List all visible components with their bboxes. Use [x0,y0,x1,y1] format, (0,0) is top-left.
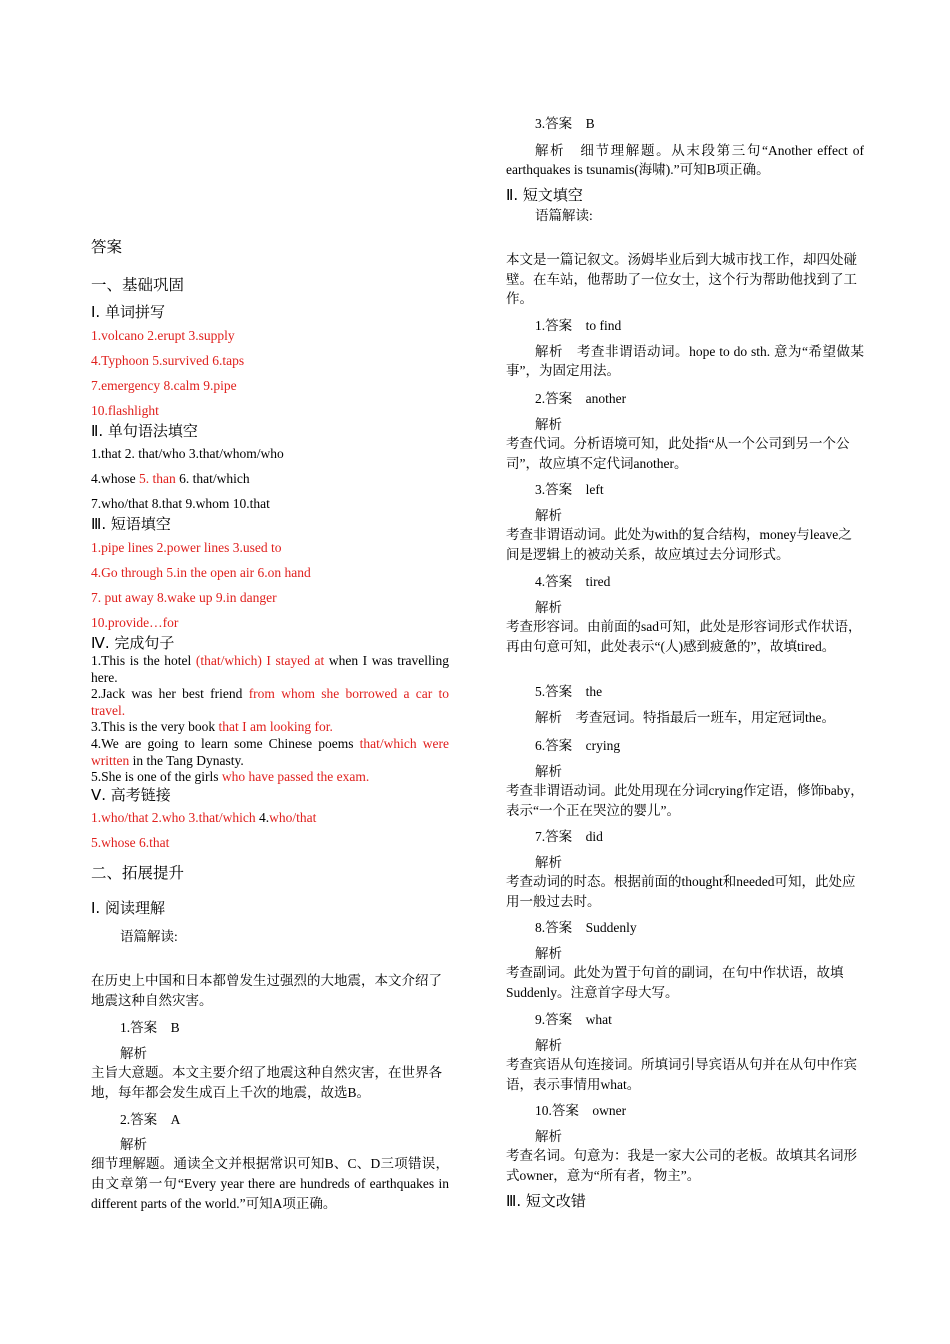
analysis-text: 考查代词。分析语境可知，此处指“从一个公司到另一个公司”，故应填不定代词another。 [506,436,850,471]
sentence-2 [91,686,449,719]
section2-title: 二、拓展提升 [91,864,185,882]
answer-8: 8.答案 Suddenly [535,920,637,935]
sentence-text: in the Tang Dynasty. [129,752,244,768]
reading-title: Ⅰ. 阅读理解 [91,899,165,917]
sentence-text: when I was travelling here. [91,653,449,685]
sentence-5 [91,769,449,786]
part3-title: Ⅲ. 短语填空 [91,515,171,533]
analysis-text: 解析 考查冠词。特指最后一班车，用定冠词the。 [535,710,835,725]
intro-label: 语篇解读: [120,929,178,944]
answer-text: 4.whose [91,471,139,486]
analysis-text: 解析 细节理解题。从末段第三句“Another effect of earthquakes is tsunamis(海啸).”可知B项正确。 [506,143,864,177]
sentence-text: 1.This is the hotel [91,653,196,668]
analysis-label: 解析 [535,855,562,870]
analysis-text: 考查形容词。由前面的sad可知，此处是形容词形式作状语，再由句意可知，此处表示“(人)感到疲惫的”，故填tired。 [506,619,862,654]
analysis-label: 解析 [535,764,562,779]
answer-text: 4. [255,810,270,825]
part3-line: 4.Go through 5.in the open air 6.on hand [91,565,311,580]
analysis-label: 解析 [535,946,562,961]
sentence-text: 2.Jack was her best friend [91,686,249,701]
answer-9: 9.答案 what [535,1012,612,1027]
part3-line: 7. put away 8.wake up 9.in danger [91,590,277,605]
answer-10: 10.答案 owner [535,1103,627,1118]
answer-text: 6. that/which [175,471,250,486]
part1-line: 1.volcano 2.erupt 3.supply [91,328,235,343]
analysis-text: 考查名词。句意为：我是一家大公司的老板。故填其名词形式owner，意为“所有者，物主”。 [506,1148,857,1183]
answer-2: 2.答案 another [535,391,627,406]
answer-text-red: 1.who/that 2.who 3.that/which [91,810,256,825]
analysis-text: 考查宾语从句连接词。所填词引导宾语从句并在从句中作宾语，表示事情用what。 [506,1057,857,1092]
part2-line: 1.that 2. that/who 3.that/whom/who [91,446,284,461]
sentence-answer: that/which were written [91,736,449,768]
answer-title: 答案 [91,238,123,256]
analysis-text: 考查非谓语动词。此处为with的复合结构，money与leave之间是逻辑上的被动关系，故应填过去分词形式。 [506,527,852,562]
answer-3: 3.答案 left [535,482,604,497]
part2-line: 7.who/that 8.that 9.whom 10.that [91,496,270,511]
part1-line: 7.emergency 8.calm 9.pipe [91,378,237,393]
analysis-label: 解析 [120,1046,147,1061]
sentence-text: 5.She is one of the girls [91,769,222,784]
intro-text: 在历史上中国和日本都曾发生过强烈的大地震，本文介绍了地震这种自然灾害。 [91,973,442,1008]
part5-line: 5.whose 6.that [91,835,170,850]
analysis-label: 解析 [535,600,562,615]
analysis-text: 细节理解题。通读全文并根据常识可知B、C、D三项错误，由文章第一句“Every year there are hundreds of earthquakes in different parts of the world.”可知A项正确。 [91,1156,449,1211]
sentence-text: 3.This is the very book [91,719,219,734]
sentence-answer: that I am looking for. [218,719,333,734]
answer-q1: 1.答案 B [120,1020,180,1035]
part3-line: 1.pipe lines 2.power lines 3.used to [91,540,282,555]
sentence-1 [91,653,449,686]
analysis-text: 考查副词。此处为置于句首的副词，在句中作状语，故填Suddenly。注意首字母大写。 [506,965,844,1000]
analysis-label: 解析 [535,508,562,523]
answer-text-red: 5. than [139,471,176,486]
intro-text: 本文是一篇记叙文。汤姆毕业后到大城市找工作，却四处碰壁。在车站，他帮助了一位女士，这个行为帮助他找到了工作。 [506,252,857,306]
intro-label: 语篇解读: [535,208,593,223]
part5-line [91,808,316,827]
analysis-label: 解析 [535,417,562,432]
part2-title: Ⅱ. 单句语法填空 [91,422,198,440]
analysis-text: 考查非谓语动词。此处用现在分词crying作定语，修饰baby，表示“一个正在哭泣的婴儿”。 [506,783,864,818]
part1-title: Ⅰ. 单词拼写 [91,303,165,321]
part1-line: 10.flashlight [91,403,159,418]
part3-title: Ⅲ. 短文改错 [506,1192,586,1210]
answer-q2: 2.答案 A [120,1112,181,1127]
sentence-3 [91,719,449,736]
sentence-text: 4.We are going to learn some Chinese poems [91,736,360,751]
analysis-label: 解析 [120,1137,147,1152]
analysis-text: 考查动词的时态。根据前面的thought和needed可知，此处应用一般过去时。 [506,874,856,909]
part1-line: 4.Typhoon 5.survived 6.taps [91,353,245,368]
sentence-answer: from whom she borrowed a car to travel. [91,686,449,718]
sentence-4 [91,736,449,769]
sentence-answer: who have passed the exam. [221,769,370,784]
analysis-text: 主旨大意题。本文主要介绍了地震这种自然灾害，在世界各地，每年都会发生成百上千次的地震，故选B。 [91,1065,442,1100]
sentence-answer: (that/which) I stayed at [195,653,325,668]
part2-title: Ⅱ. 短文填空 [506,186,583,204]
analysis-label: 解析 [535,1129,562,1144]
answer-q3: 3.答案 B [535,116,595,131]
answer-7: 7.答案 did [535,829,603,844]
answer-text-red: who/that [269,810,317,825]
part2-line [91,469,250,488]
section1-title: 一、基础巩固 [91,276,185,294]
answer-1: 1.答案 to find [535,318,622,333]
analysis-label: 解析 [535,1038,562,1053]
part5-title: Ⅴ. 高考链接 [91,786,171,804]
part4-title: Ⅳ. 完成句子 [91,634,175,652]
analysis-text: 解析 考查非谓语动词。hope to do sth. 意为“希望做某事”，为固定用法。 [506,344,864,378]
part3-line: 10.provide…for [91,615,179,630]
answer-5: 5.答案 the [535,684,603,699]
answer-6: 6.答案 crying [535,738,621,753]
answer-4: 4.答案 tired [535,574,611,589]
